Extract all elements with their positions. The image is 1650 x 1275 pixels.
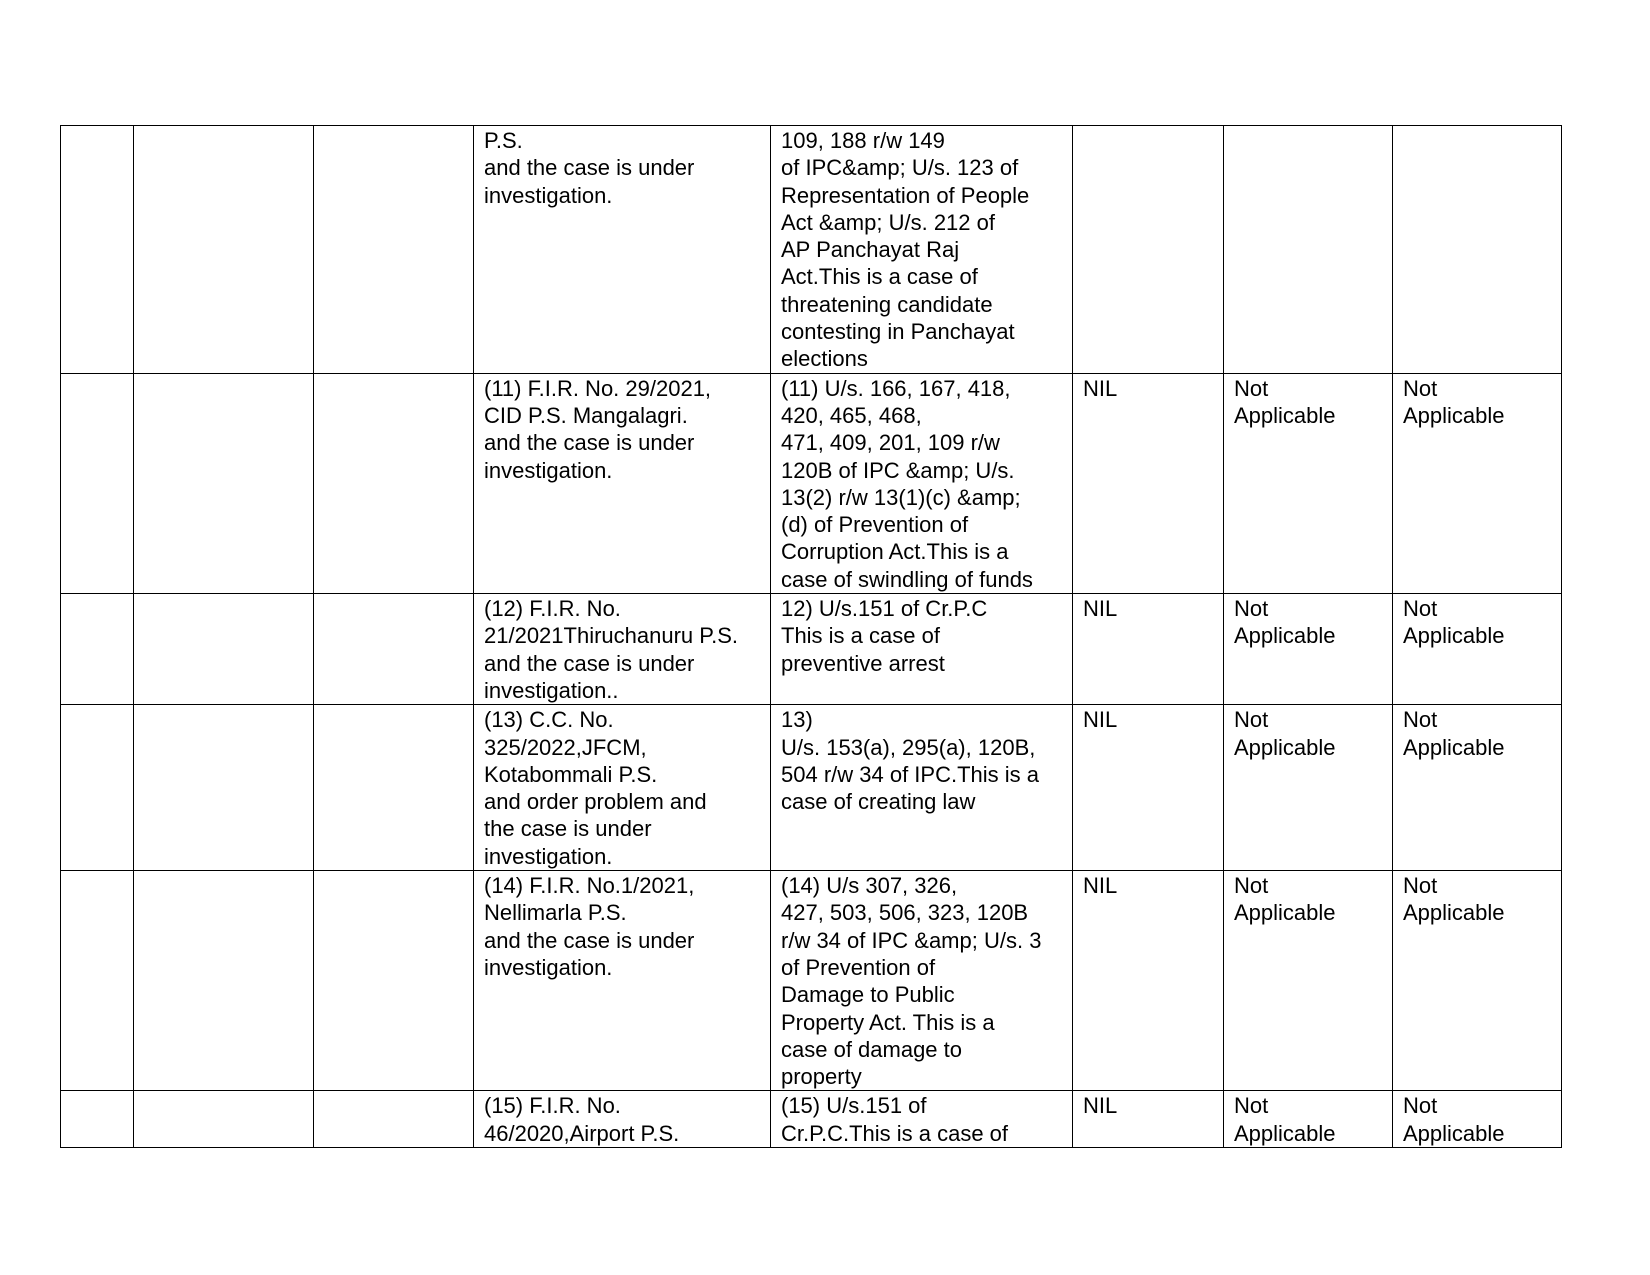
applicability-cell xyxy=(1224,373,1393,593)
case-details-text: (15) F.I.R. No. 46/2020,Airport P.S. xyxy=(484,1093,680,1146)
sections-cell xyxy=(771,871,1073,1091)
table-row xyxy=(61,871,1562,1091)
table-row xyxy=(61,126,1562,374)
applicability-text: Not Applicable xyxy=(1234,596,1336,649)
conviction-cell xyxy=(1073,126,1224,374)
status-text: Not Applicable xyxy=(1403,596,1505,649)
table-row xyxy=(61,594,1562,705)
applicability-text: Not Applicable xyxy=(1234,1093,1336,1146)
conviction-cell xyxy=(1073,1091,1224,1148)
name-cell xyxy=(134,871,314,1091)
sections-text: 13) U/s. 153(a), 295(a), 120B, 504 r/w 34 of IPC.This is a case of creating law xyxy=(781,707,1039,815)
case-details-cell xyxy=(474,373,771,593)
status-text: Not Applicable xyxy=(1403,1093,1505,1146)
applicability-cell xyxy=(1224,871,1393,1091)
serial-cell xyxy=(61,705,134,871)
status-cell xyxy=(1393,871,1562,1091)
status-cell xyxy=(1393,1091,1562,1148)
sections-text: (14) U/s 307, 326, 427, 503, 506, 323, 120B r/w 34 of IPC &amp; U/s. 3 of Prevention of Damage to Public Property Act. This is a case of damage to property xyxy=(781,873,1042,1090)
detail-cell xyxy=(314,373,474,593)
conviction-cell xyxy=(1073,594,1224,705)
applicability-text: Not Applicable xyxy=(1234,375,1336,428)
conviction-cell xyxy=(1073,871,1224,1091)
status-cell xyxy=(1393,126,1562,374)
sections-cell xyxy=(771,126,1073,374)
applicability-cell xyxy=(1224,126,1393,374)
detail-cell xyxy=(314,871,474,1091)
sections-text: 12) U/s.151 of Cr.P.C This is a case of preventive arrest xyxy=(781,596,988,676)
applicability-cell xyxy=(1224,1091,1393,1148)
case-details-cell xyxy=(474,594,771,705)
sections-text: (15) U/s.151 of Cr.P.C.This is a case of xyxy=(781,1093,1009,1146)
status-text: Not Applicable xyxy=(1403,873,1505,926)
name-cell xyxy=(134,126,314,374)
detail-cell xyxy=(314,1091,474,1148)
criminal-cases-table xyxy=(60,125,1562,1148)
applicability-cell xyxy=(1224,594,1393,705)
name-cell xyxy=(134,373,314,593)
status-cell xyxy=(1393,373,1562,593)
conviction-text: NIL xyxy=(1083,873,1118,899)
detail-cell xyxy=(314,594,474,705)
sections-cell xyxy=(771,594,1073,705)
case-details-cell xyxy=(474,871,771,1091)
case-details-text: (14) F.I.R. No.1/2021, Nellimarla P.S. and the case is under investigation. xyxy=(484,873,695,980)
applicability-cell xyxy=(1224,705,1393,871)
sections-text: (11) U/s. 166, 167, 418, 420, 465, 468, 471, 409, 201, 109 r/w 120B of IPC &amp; U/s. 13(2) r/w 13(1)(c) &amp; (d) of Prevention of Corruption Act.This is a case of swindling of funds xyxy=(781,375,1033,592)
status-cell xyxy=(1393,594,1562,705)
conviction-text: NIL xyxy=(1083,1093,1118,1119)
detail-cell xyxy=(314,126,474,374)
case-details-text: (11) F.I.R. No. 29/2021, CID P.S. Mangalagri. and the case is under investigation. xyxy=(484,375,712,483)
table-row xyxy=(61,705,1562,871)
conviction-cell xyxy=(1073,705,1224,871)
detail-cell xyxy=(314,705,474,871)
sections-cell xyxy=(771,705,1073,871)
serial-cell xyxy=(61,1091,134,1148)
applicability-text: Not Applicable xyxy=(1234,707,1336,760)
conviction-text: NIL xyxy=(1083,375,1118,401)
name-cell xyxy=(134,594,314,705)
name-cell xyxy=(134,1091,314,1148)
conviction-cell xyxy=(1073,373,1224,593)
table-row xyxy=(61,1091,1562,1148)
serial-cell xyxy=(61,126,134,374)
applicability-text: Not Applicable xyxy=(1234,873,1336,926)
sections-text: 109, 188 r/w 149 of IPC&amp; U/s. 123 of Representation of People Act &amp; U/s. 212 of AP Panchayat Raj Act.This is a case of threatening candidate contesting in Panchayat elections xyxy=(781,128,1030,372)
case-details-text: P.S. and the case is under investigation. xyxy=(484,128,695,208)
conviction-text: NIL xyxy=(1083,596,1118,622)
table-row xyxy=(61,373,1562,593)
case-details-cell xyxy=(474,705,771,871)
case-details-cell xyxy=(474,1091,771,1148)
status-text: Not Applicable xyxy=(1403,375,1505,428)
sections-cell xyxy=(771,1091,1073,1148)
serial-cell xyxy=(61,871,134,1091)
conviction-text: NIL xyxy=(1083,707,1118,733)
name-cell xyxy=(134,705,314,871)
status-text: Not Applicable xyxy=(1403,707,1505,760)
serial-cell xyxy=(61,373,134,593)
case-details-cell xyxy=(474,126,771,374)
case-details-text: (12) F.I.R. No. 21/2021Thiruchanuru P.S. and the case is under investigation.. xyxy=(484,596,738,703)
serial-cell xyxy=(61,594,134,705)
sections-cell xyxy=(771,373,1073,593)
status-cell xyxy=(1393,705,1562,871)
case-details-text: (13) C.C. No. 325/2022,JFCM, Kotabommali P.S. and order problem and the case is under investigation. xyxy=(484,707,707,869)
